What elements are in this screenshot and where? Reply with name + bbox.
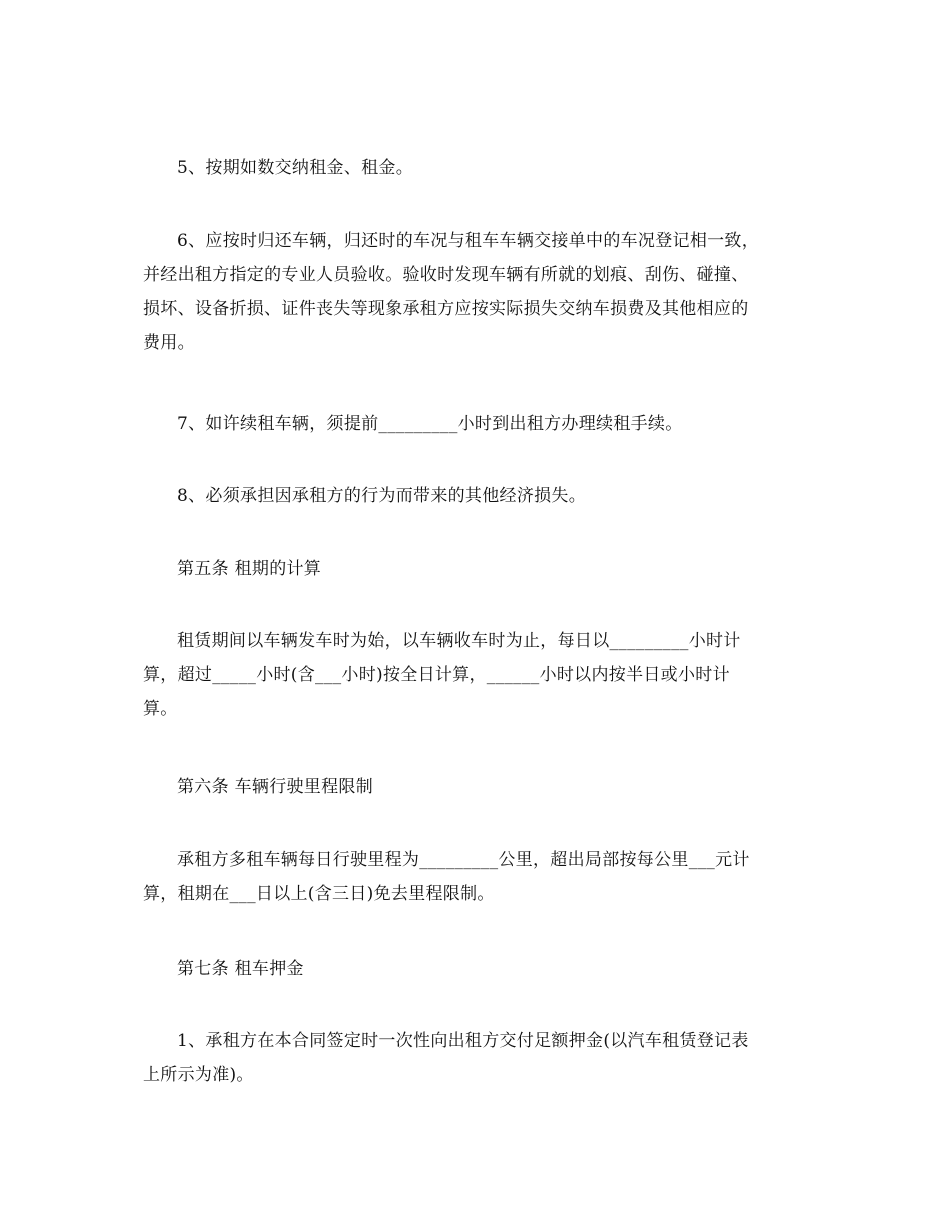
text-line: 5、按期如数交纳租金、租金。 [177, 158, 414, 178]
text-line: 承租方多租车辆每日行驶里程为_________公里，超出局部按每公里___元计 [177, 850, 750, 870]
clause-item-7 [143, 407, 803, 441]
article-7-heading [143, 952, 803, 986]
section-heading: 第五条 租期的计算 [177, 559, 322, 579]
text-line: 费用。 [143, 333, 195, 353]
clause-item-5 [143, 151, 803, 185]
text-line: 上所示为准)。 [143, 1065, 254, 1085]
clause-item-6 [143, 224, 803, 360]
text-line: 7、如许续租车辆，须提前_________小时到出租方办理续租手续。 [177, 414, 683, 434]
text-line: 算，租期在___日以上(含三日)免去里程限制。 [143, 884, 495, 904]
article-5-heading [143, 552, 803, 586]
text-line: 算。 [143, 699, 178, 719]
text-line: 1、承租方在本合同签定时一次性向出租方交付足额押金(以汽车租赁登记表 [177, 1031, 749, 1051]
text-line: 6、应按时归还车辆，归还时的车况与租车车辆交接单中的车况登记相一致， [177, 231, 760, 251]
article-6-body [143, 843, 803, 911]
article-5-body [143, 624, 803, 726]
text-line: 损坏、设备折损、证件丧失等现象承租方应按实际损失交纳车损费及其他相应的 [143, 299, 749, 319]
text-line: 算，超过_____小时(含___小时)按全日计算，______小时以内按半日或小时计 [143, 665, 730, 685]
section-heading: 第七条 租车押金 [177, 959, 304, 979]
article-7-body [143, 1024, 803, 1092]
article-6-heading [143, 770, 803, 804]
clause-item-8 [143, 479, 803, 513]
text-line: 并经出租方指定的专业人员验收。验收时发现车辆有所就的划痕、刮伤、碰撞、 [143, 265, 749, 285]
document-page [143, 0, 803, 1230]
text-line: 租赁期间以车辆发车时为始，以车辆收车时为止，每日以_________小时计 [177, 631, 741, 651]
section-heading: 第六条 车辆行驶里程限制 [177, 777, 374, 797]
text-line: 8、必须承担因承租方的行为而带来的其他经济损失。 [177, 486, 587, 506]
